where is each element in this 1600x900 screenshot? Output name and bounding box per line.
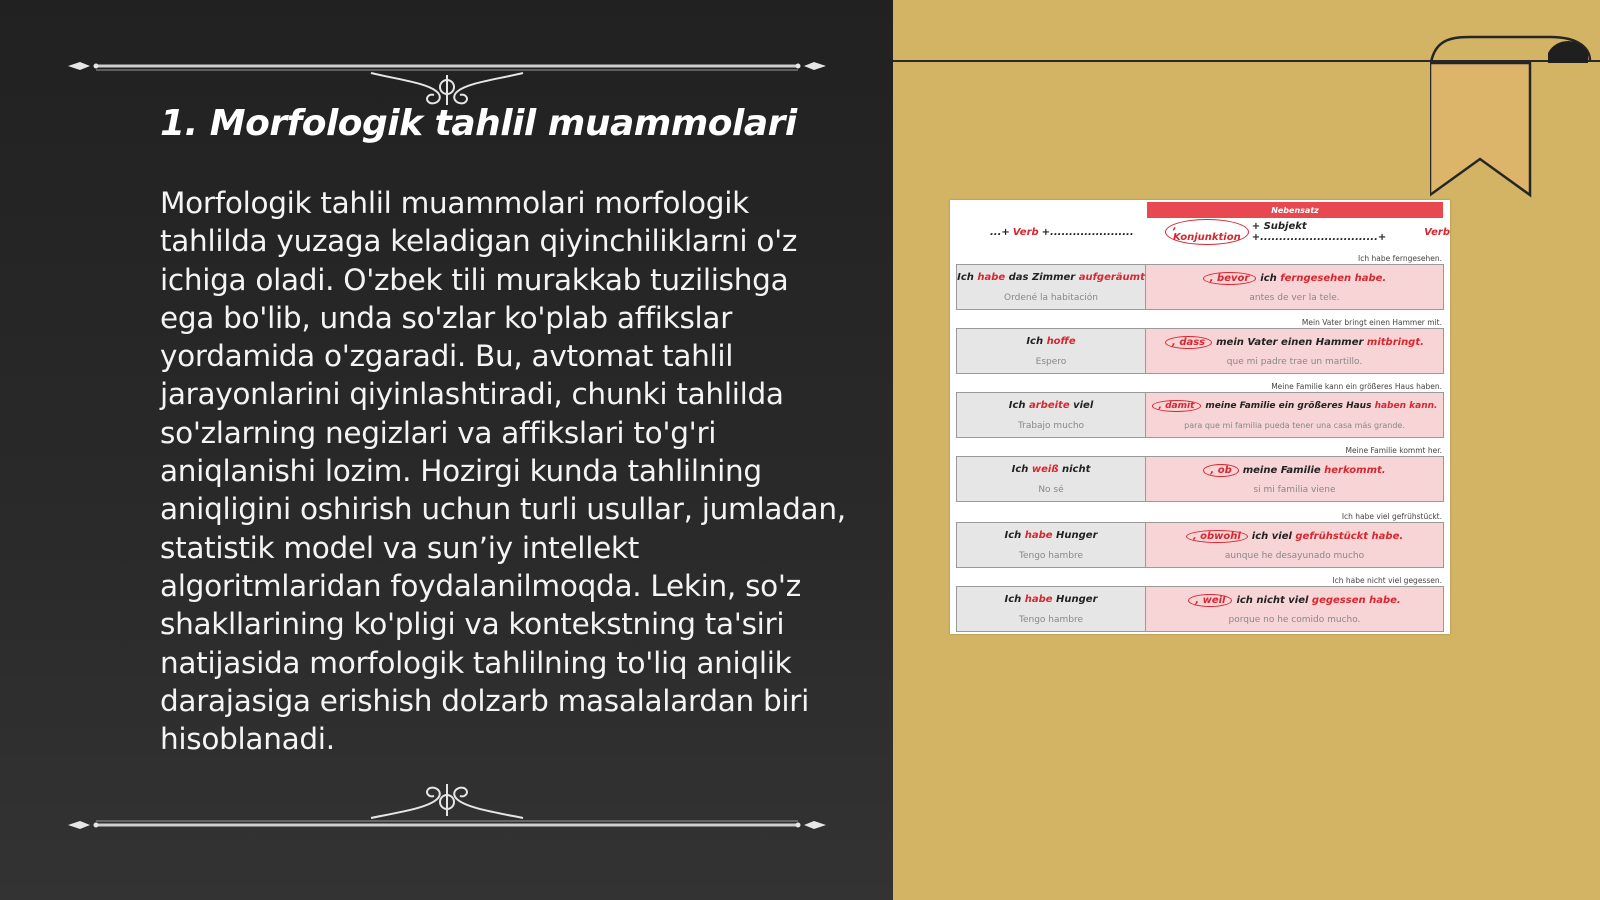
sub-clause-cell: , bevor ich ferngesehen habe. antes de ver la tele. — [1146, 264, 1444, 310]
bookmark-ribbon-icon — [1430, 33, 1600, 203]
sub-clause-cell: , weil ich nicht viel gegessen habe. porque no he comido mucho. — [1146, 586, 1444, 632]
slide-body-text: Morfologik tahlil muammolari morfologik tahlilda yuzaga keladigan qiyinchiliklarni o'z ichiga oladi. O'zbek tili murakkab tuzilishga ega bo'lib, unda so'zlar ko'plab affikslar yordamida o'zgaradi. Bu, avtomat tahlil jarayonlarini qiyinlashtiradi, chunki tahlilda so'zlarning negizlari va affikslari to'g'ri aniqlanishi lozim. Hozirgi kunda tahlilning aniqligini oshirish uchun turli usullar, jumladan, statistik model va sun’iy intellekt algoritmlaridan foydalanilmoqda. Lekin, so'z shakllarining ko'pligi va kontekstning ta'siri natijasida morfologik tahlilning to'liq aniqlik darajasiga erishish dolzarb masalalardan biri hisoblanadi. — [160, 186, 846, 757]
formula-main-clause: ...+ Verb +...................... — [990, 226, 1134, 238]
sub-clause-cell: , ob meine Familie herkommt. si mi familia viene — [1146, 456, 1444, 502]
main-clause-cell: Ich habe das Zimmer aufgeräumt Ordené la habitación — [956, 264, 1146, 310]
sub-clause-cell: , damit meine Familie ein größeres Haus haben kann. para que mi familia pueda tener una casa más grande. — [1146, 392, 1444, 438]
sub-clause-cell: , dass mein Vater einen Hammer mitbringt. que mi padre trae un martillo. — [1146, 328, 1444, 374]
main-clause-cell: Ich habe Hunger Tengo hambre — [956, 522, 1146, 568]
formula-sub-clause: , Konjunktion + Subjekt +...............................+ Verb — [1165, 225, 1450, 239]
bottom-ornament-divider — [66, 772, 828, 832]
main-clause-cell: Ich habe Hunger Tengo hambre — [956, 586, 1146, 632]
main-clause-cell: Ich weiß nicht No sé — [956, 456, 1146, 502]
main-clause-cell: Ich arbeite viel Trabajo mucho — [956, 392, 1146, 438]
top-ornament-divider — [66, 45, 828, 105]
worksheet-header: Nebensatz — [1147, 202, 1443, 218]
slide-title: 1. Morfologik tahlil muammolari — [160, 103, 797, 144]
main-clause-cell: Ich hoffe Espero — [956, 328, 1146, 374]
sub-clause-cell: , obwohl ich viel gefrühstückt habe. aunque he desayunado mucho — [1146, 522, 1444, 568]
grammar-worksheet-image: Nebensatz ...+ Verb +...................... , Konjunktion + Subjekt +...............................+ Verb Ich habe ferngesehen. Ich habe das Zimmer aufgeräumt Ordené la habitación , bevor ich ferngesehen habe. antes de ver la tele. Mein Vater bringt einen Hammer mit. Ich hoffe Espero , dass mein Vater einen Hammer mitbringt. que mi padre trae un martillo. Meine Familie kann ein größeres Haus haben. Ich arbeite viel Trabajo mucho , damit meine Familie ein größeres Haus haben kann. para que mi familia pueda tener una casa más grande. Meine Familie kommt her. Ich weiß nicht No sé , ob meine Familie herkommt. si mi familia viene Ich habe viel gefrühstückt. Ich habe Hunger Tengo hambre , obwohl ich viel gefrühstückt habe. aunque he desayunado mucho Ich habe nicht viel gegessen. Ich habe Hunger Tengo hambre , weil ich nicht viel gegessen habe. porque no he comido mucho. — [950, 200, 1450, 634]
